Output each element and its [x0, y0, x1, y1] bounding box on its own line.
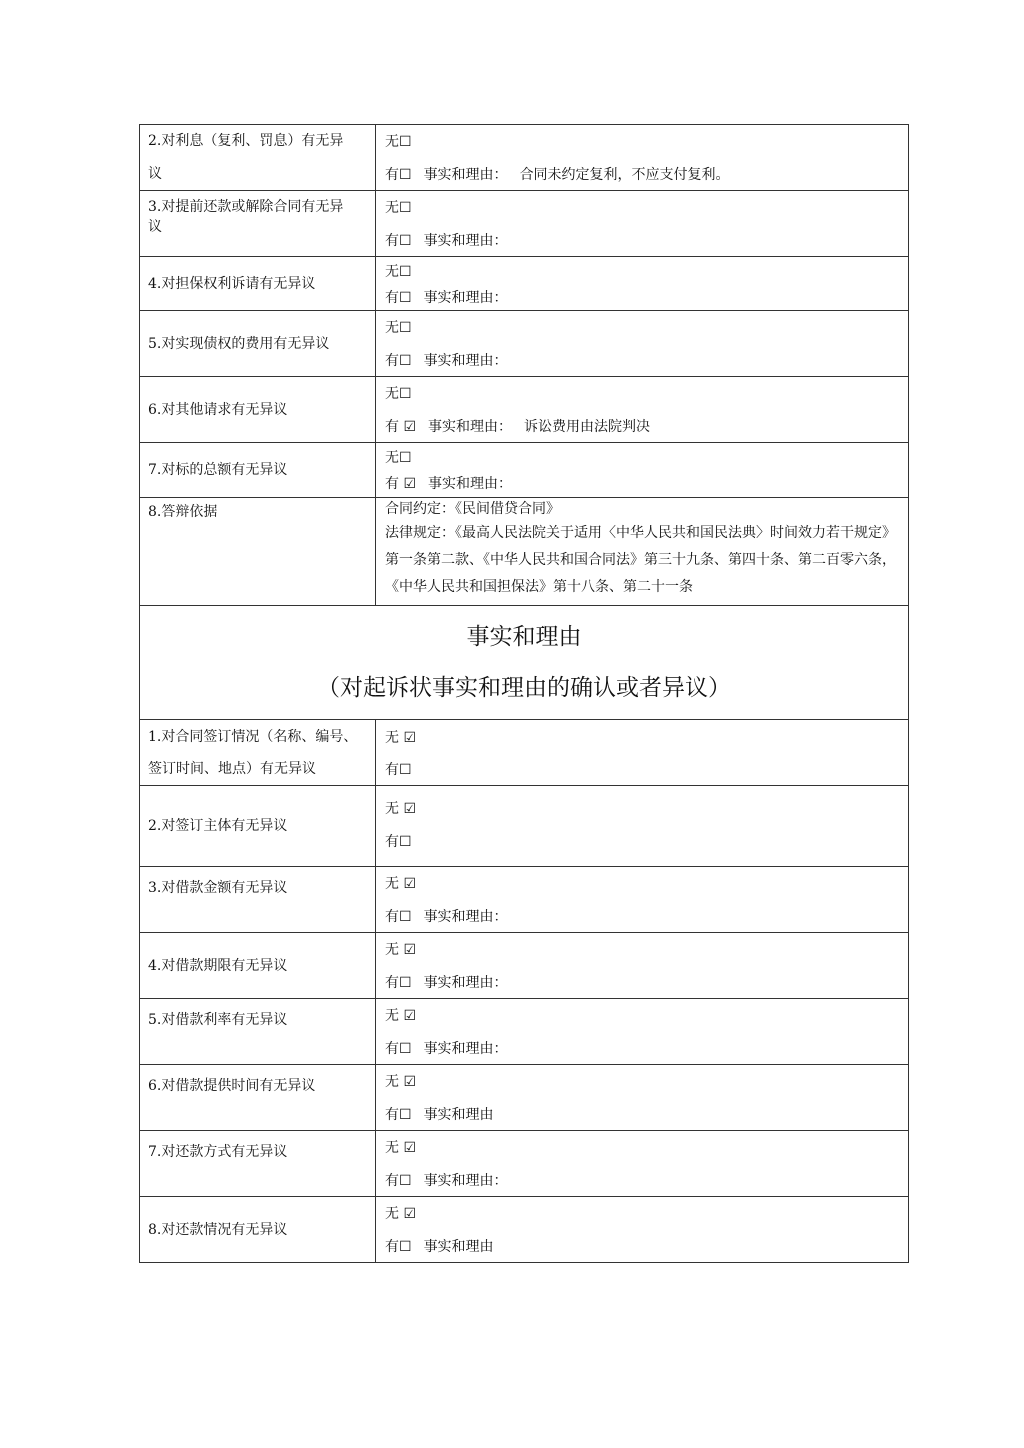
table-row — [140, 1131, 909, 1197]
reason-text: 诉讼费用由法院判决 — [524, 419, 651, 435]
answer-cell — [376, 311, 909, 377]
question-cell — [140, 191, 376, 257]
question-cell — [140, 257, 376, 311]
question-text: 2.对利息（复利、罚息）有无异 — [148, 133, 344, 149]
table-row — [140, 606, 909, 720]
question-text: 2.对签订主体有无异议 — [148, 818, 288, 834]
yes-checkbox[interactable]: 有☐ — [385, 289, 412, 306]
no-checkbox[interactable]: 无 ☑ — [385, 1074, 417, 1090]
table-row — [140, 786, 909, 867]
reason-label: 事实和理由： — [423, 909, 508, 925]
no-checkbox[interactable]: 无☐ — [385, 320, 412, 336]
answer-cell — [376, 786, 909, 867]
question-text: 议 — [148, 166, 162, 182]
answer-cell — [376, 867, 909, 933]
no-checkbox[interactable]: 无 ☑ — [385, 1140, 417, 1156]
question-cell — [140, 311, 376, 377]
question-text: 7.对还款方式有无异议 — [148, 1143, 288, 1160]
yes-checkbox[interactable]: 有☐ — [385, 909, 412, 925]
contract-basis: 合同约定：《民间借贷合同》 — [385, 501, 560, 517]
question-cell — [140, 867, 376, 933]
reason-label: 事实和理由： — [423, 975, 508, 991]
table-row — [140, 1197, 909, 1263]
yes-checkbox[interactable]: 有☐ — [385, 1239, 412, 1255]
answer-cell — [376, 125, 909, 191]
no-checkbox[interactable]: 无 ☑ — [385, 1008, 417, 1024]
reason-label: 事实和理由： — [423, 353, 508, 369]
question-text: 1.对合同签订情况（名称、编号、 — [148, 728, 358, 745]
answer-cell — [376, 1065, 909, 1131]
no-checkbox[interactable]: 无 ☑ — [385, 876, 417, 892]
question-cell — [140, 1131, 376, 1197]
reason-label: 事实和理由 — [423, 1107, 494, 1123]
reason-text: 合同未约定复利，不应支付复利。 — [519, 167, 730, 183]
no-checkbox[interactable]: 无 ☑ — [385, 942, 417, 958]
table-row — [140, 498, 909, 606]
question-cell — [140, 786, 376, 867]
no-checkbox[interactable]: 无☐ — [385, 134, 412, 150]
answer-cell — [376, 377, 909, 443]
question-cell — [140, 377, 376, 443]
no-checkbox[interactable]: 无 ☑ — [385, 729, 417, 746]
no-checkbox[interactable]: 无 ☑ — [385, 801, 417, 817]
question-cell — [140, 999, 376, 1065]
answer-cell — [376, 443, 909, 498]
table-row — [140, 311, 909, 377]
question-text: 8.对还款情况有无异议 — [148, 1221, 288, 1238]
question-text: 6.对其他请求有无异议 — [148, 401, 288, 418]
reason-label: 事实和理由： — [423, 233, 508, 249]
no-checkbox[interactable]: 无☐ — [385, 200, 412, 216]
table-row — [140, 999, 909, 1065]
yes-checkbox[interactable]: 有☐ — [385, 975, 412, 991]
question-cell — [140, 443, 376, 498]
table-row — [140, 1065, 909, 1131]
yes-checkbox[interactable]: 有☐ — [385, 834, 412, 850]
table-row — [140, 125, 909, 191]
question-text: 8.答辩依据 — [148, 504, 218, 520]
table-row — [140, 191, 909, 257]
no-checkbox[interactable]: 无☐ — [385, 386, 412, 402]
answer-cell — [376, 257, 909, 311]
reason-label: 事实和理由 — [423, 1239, 494, 1255]
question-text: 签订时间、地点）有无异议 — [148, 760, 316, 777]
no-checkbox[interactable]: 无☐ — [385, 263, 412, 280]
answer-cell — [376, 191, 909, 257]
question-cell — [140, 1197, 376, 1263]
answer-cell — [376, 720, 909, 786]
yes-checkbox[interactable]: 有 ☑ — [385, 476, 417, 492]
reason-label: 事实和理由： — [423, 1041, 508, 1057]
section-subtitle: （对起诉状事实和理由的确认或者异议） — [317, 675, 731, 701]
question-text: 5.对实现债权的费用有无异议 — [148, 335, 330, 352]
reason-label: 事实和理由： — [423, 289, 508, 306]
answer-cell — [376, 933, 909, 999]
answer-cell — [376, 498, 909, 606]
question-text: 4.对借款期限有无异议 — [148, 957, 288, 974]
answer-cell — [376, 1197, 909, 1263]
yes-checkbox[interactable]: 有☐ — [385, 167, 412, 183]
table-row — [140, 867, 909, 933]
no-checkbox[interactable]: 无☐ — [385, 450, 412, 466]
reason-label: 事实和理由： — [428, 476, 513, 492]
question-text: 4.对担保权利诉请有无异议 — [148, 275, 316, 292]
question-cell — [140, 498, 376, 606]
yes-checkbox[interactable]: 有☐ — [385, 233, 412, 249]
table-row — [140, 933, 909, 999]
table-row — [140, 443, 909, 498]
section-header — [140, 606, 909, 720]
question-text: 3.对提前还款或解除合同有无异 — [148, 199, 344, 215]
response-form-table — [139, 124, 909, 1263]
yes-checkbox[interactable]: 有 ☑ — [385, 419, 417, 435]
question-text: 7.对标的总额有无异议 — [148, 462, 288, 478]
table-row — [140, 257, 909, 311]
question-cell — [140, 720, 376, 786]
question-cell — [140, 125, 376, 191]
yes-checkbox[interactable]: 有☐ — [385, 761, 412, 778]
question-text: 3.对借款金额有无异议 — [148, 879, 288, 896]
law-basis: 法律规定：《最高人民法院关于适用〈中华人民共和国民法典〉时间效力若干规定》第一条第二款、《中华人民共和国合同法》第三十九条、第四十条、第二百零六条，《中华人民共和国担保法》第十八条、第二十一条 — [385, 525, 896, 595]
question-cell — [140, 933, 376, 999]
table-row — [140, 377, 909, 443]
question-text: 5.对借款利率有无异议 — [148, 1011, 288, 1028]
no-checkbox[interactable]: 无 ☑ — [385, 1206, 417, 1222]
question-text: 6.对借款提供时间有无异议 — [148, 1077, 316, 1094]
yes-checkbox[interactable]: 有☐ — [385, 353, 412, 369]
yes-checkbox[interactable]: 有☐ — [385, 1173, 412, 1189]
table-row — [140, 720, 909, 786]
section-title: 事实和理由 — [466, 624, 582, 650]
reason-label: 事实和理由： — [423, 167, 508, 183]
answer-cell — [376, 1131, 909, 1197]
yes-checkbox[interactable]: 有☐ — [385, 1107, 412, 1123]
answer-cell — [376, 999, 909, 1065]
yes-checkbox[interactable]: 有☐ — [385, 1041, 412, 1057]
question-cell — [140, 1065, 376, 1131]
reason-label: 事实和理由： — [428, 419, 513, 435]
reason-label: 事实和理由： — [423, 1173, 508, 1189]
question-text: 议 — [148, 219, 162, 235]
